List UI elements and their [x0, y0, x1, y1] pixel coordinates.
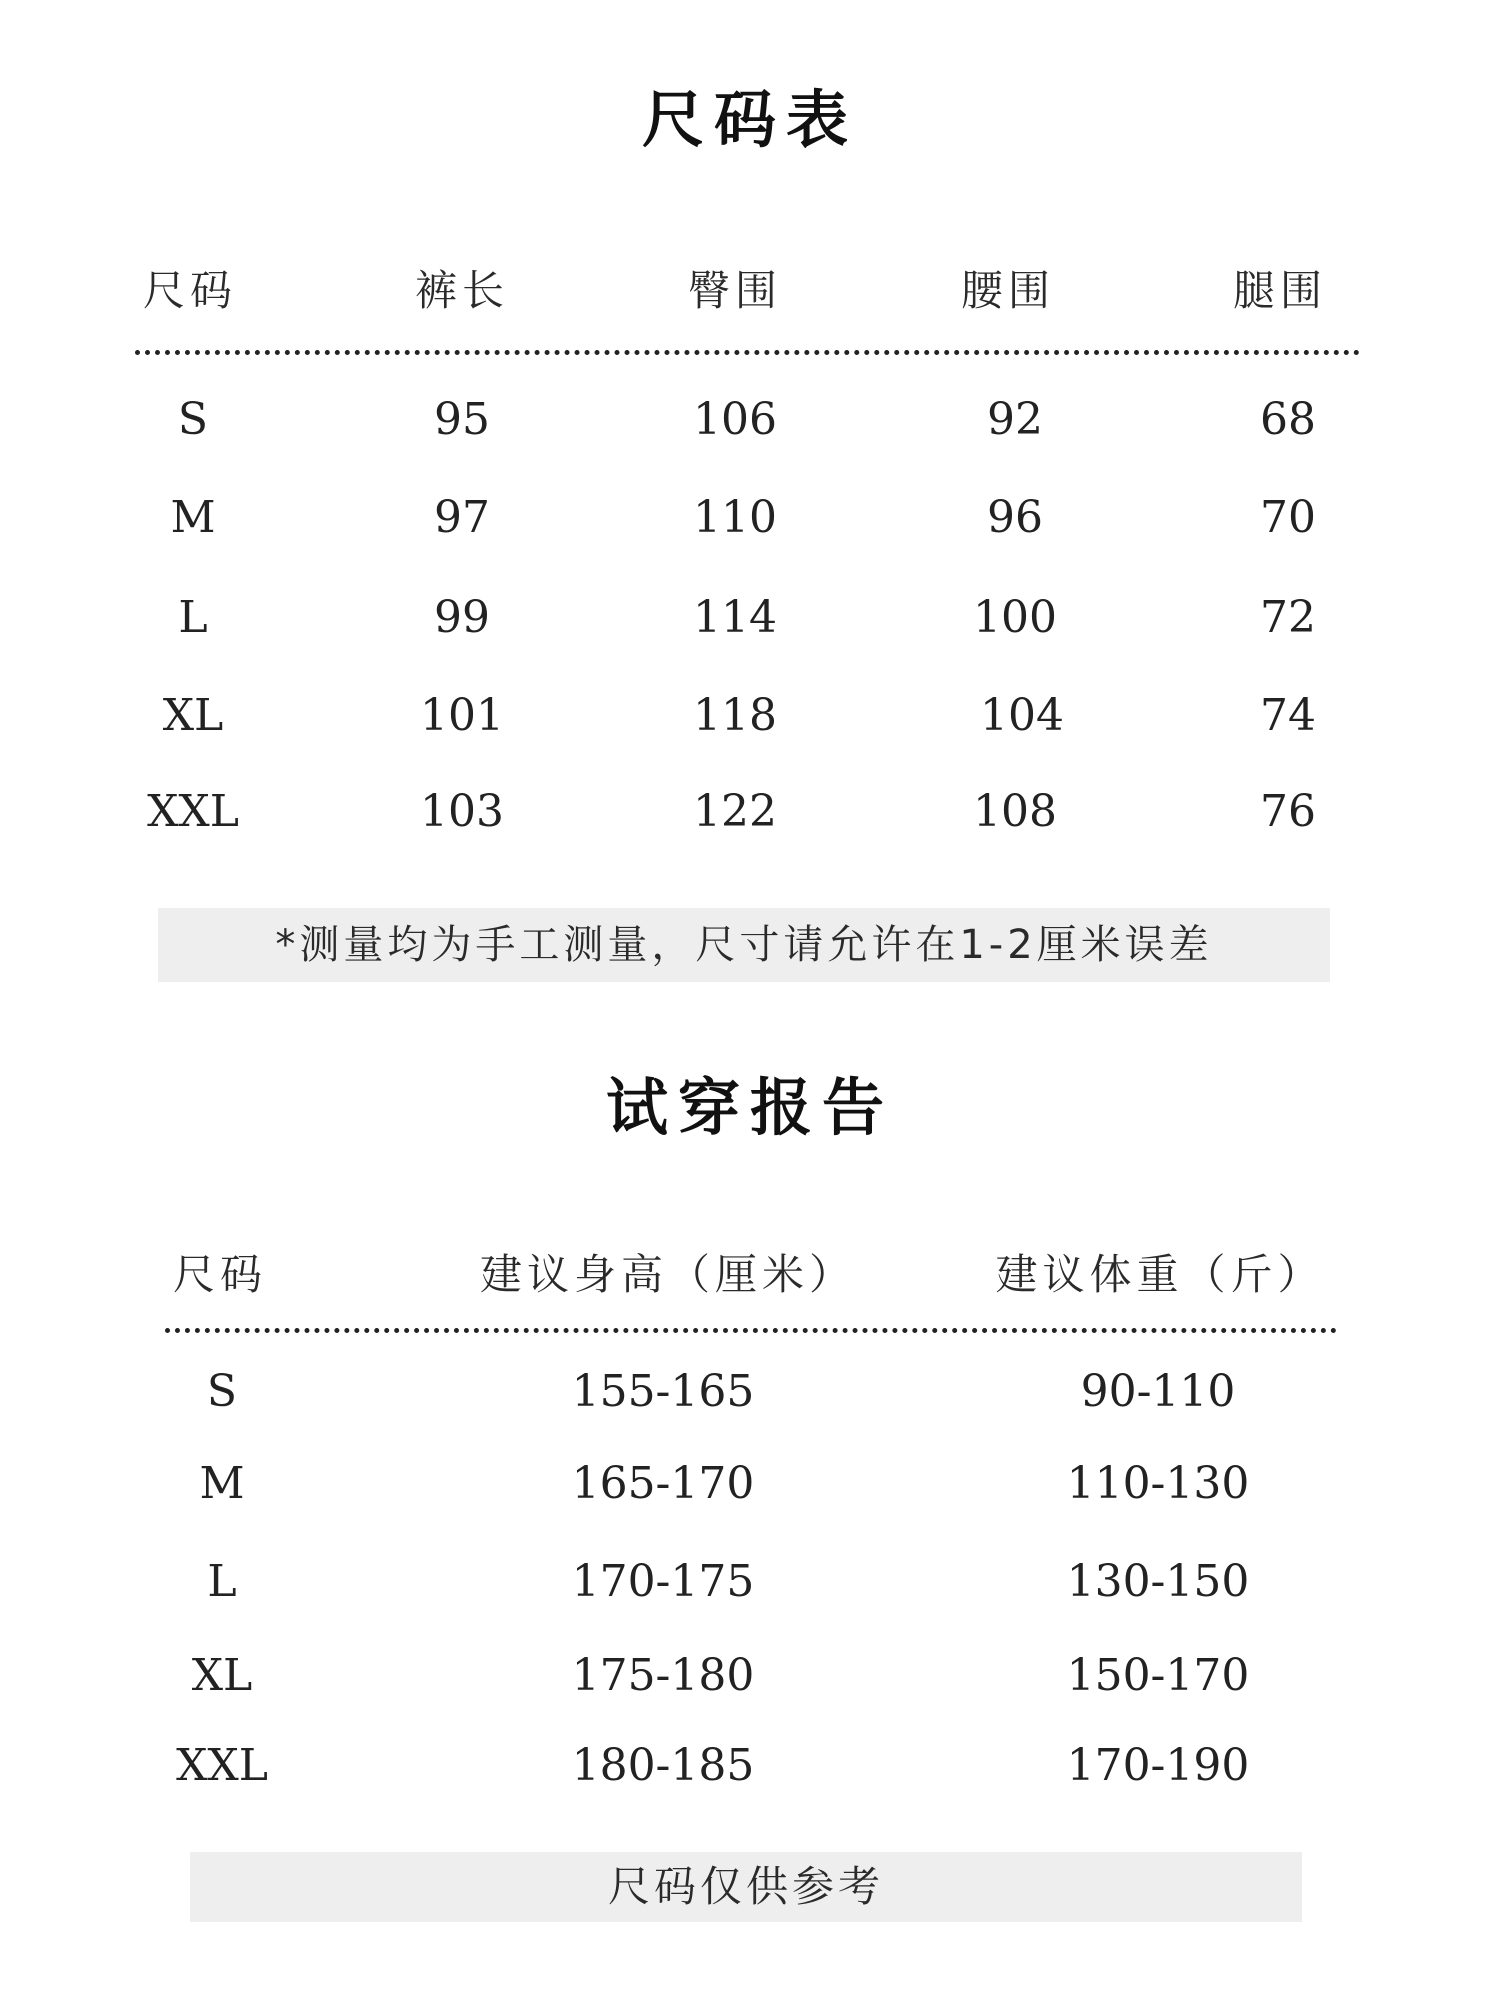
header-size: 尺码 — [142, 266, 238, 315]
header-size: 尺码 — [172, 1250, 268, 1299]
cell-thigh: 70 — [1260, 492, 1316, 543]
cell-suggested-height: 175-180 — [571, 1650, 755, 1701]
cell-pants-length: 95 — [434, 394, 490, 445]
cell-hip: 118 — [693, 690, 777, 741]
cell-size: S — [206, 1366, 238, 1417]
cell-size: M — [170, 492, 216, 543]
cell-hip: 122 — [693, 786, 777, 837]
cell-size: XL — [191, 1650, 253, 1701]
cell-thigh: 74 — [1260, 690, 1316, 741]
header-waist: 腰围 — [960, 266, 1056, 315]
header-suggested-height: 建议身高（厘米） — [479, 1250, 857, 1299]
cell-waist: 104 — [980, 690, 1064, 741]
cell-suggested-height: 170-175 — [571, 1556, 755, 1607]
header-pants-length: 裤长 — [414, 266, 510, 315]
cell-size: M — [199, 1458, 245, 1509]
cell-suggested-weight: 90-110 — [1080, 1366, 1236, 1417]
cell-size: L — [178, 592, 208, 643]
cell-size: XL — [162, 690, 224, 741]
dotted-divider — [135, 350, 1360, 355]
cell-hip: 106 — [693, 394, 777, 445]
cell-size: XXL — [176, 1740, 268, 1791]
cell-pants-length: 97 — [434, 492, 490, 543]
cell-size: XXL — [147, 786, 239, 837]
header-hip: 臀围 — [687, 266, 783, 315]
cell-pants-length: 101 — [420, 690, 504, 741]
cell-suggested-weight: 150-170 — [1066, 1650, 1250, 1701]
cell-suggested-weight: 170-190 — [1066, 1740, 1250, 1791]
cell-size: L — [207, 1556, 237, 1607]
cell-waist: 92 — [987, 394, 1043, 445]
header-suggested-weight: 建议体重（斤） — [995, 1250, 1325, 1299]
reference-note: 尺码仅供参考 — [190, 1852, 1302, 1922]
cell-thigh: 68 — [1260, 394, 1316, 445]
cell-size: S — [177, 394, 209, 445]
cell-suggested-weight: 130-150 — [1066, 1556, 1250, 1607]
cell-hip: 110 — [693, 492, 777, 543]
cell-waist: 100 — [973, 592, 1057, 643]
cell-suggested-height: 165-170 — [571, 1458, 755, 1509]
cell-hip: 114 — [693, 592, 777, 643]
header-thigh: 腿围 — [1232, 266, 1328, 315]
cell-waist: 108 — [973, 786, 1057, 837]
cell-pants-length: 99 — [434, 592, 490, 643]
cell-thigh: 72 — [1260, 592, 1316, 643]
cell-suggested-height: 155-165 — [571, 1366, 755, 1417]
cell-waist: 96 — [987, 492, 1043, 543]
size-chart-title: 尺码表 — [641, 83, 858, 156]
cell-suggested-weight: 110-130 — [1066, 1458, 1250, 1509]
fit-report-title: 试穿报告 — [605, 1071, 894, 1144]
cell-pants-length: 103 — [420, 786, 504, 837]
measurement-note: *测量均为手工测量，尺寸请允许在1-2厘米误差 — [158, 908, 1330, 982]
cell-suggested-height: 180-185 — [571, 1740, 755, 1791]
dotted-divider — [165, 1328, 1337, 1333]
cell-thigh: 76 — [1260, 786, 1316, 837]
